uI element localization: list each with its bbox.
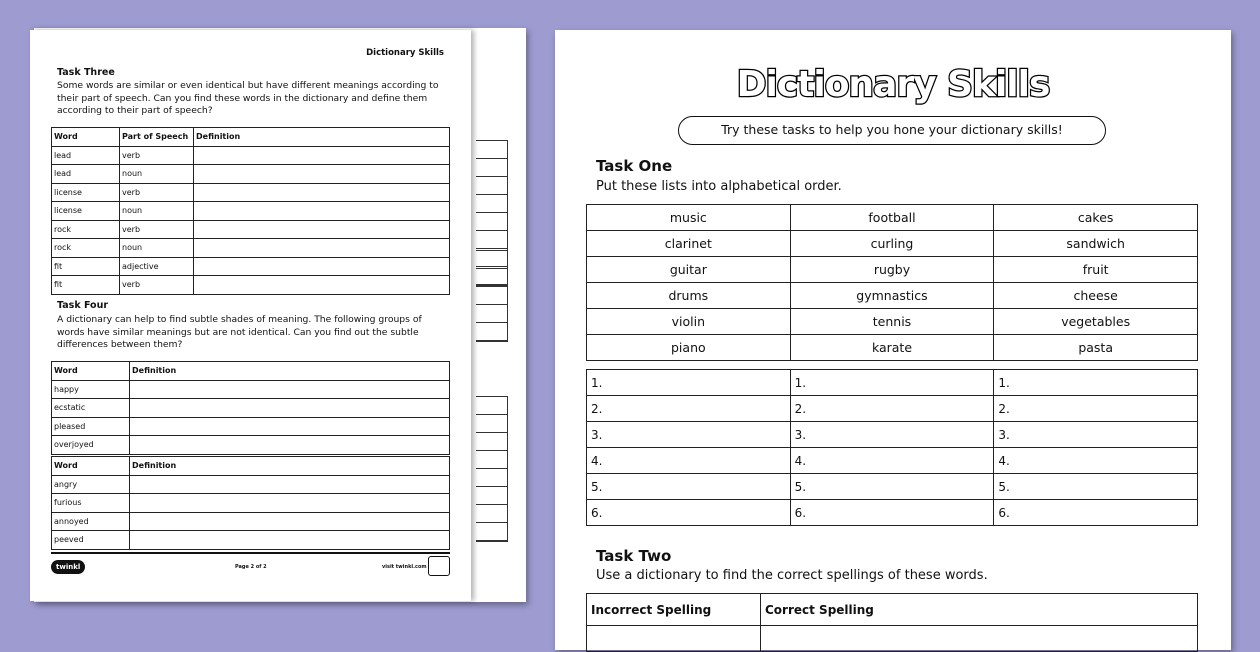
word-cell: fit bbox=[52, 257, 120, 276]
answer-table bbox=[586, 369, 1198, 526]
word-cell: furious bbox=[52, 494, 130, 513]
answer-cell: 1. bbox=[587, 370, 791, 396]
word-cell: karate bbox=[790, 335, 994, 361]
table-row bbox=[52, 512, 450, 531]
table-row bbox=[52, 362, 450, 381]
column-header: Definition bbox=[194, 128, 450, 147]
word-lists-table bbox=[586, 204, 1198, 361]
definition-cell bbox=[194, 257, 450, 276]
definition-cell bbox=[130, 380, 450, 399]
subtitle-pill: Try these tasks to help you hone your dictionary skills! bbox=[678, 116, 1106, 145]
worksheet-page-2 bbox=[30, 30, 471, 601]
column-header: Word bbox=[52, 128, 120, 147]
column-header: Definition bbox=[130, 362, 450, 381]
part-of-speech-cell: noun bbox=[120, 165, 194, 184]
table-row bbox=[52, 399, 450, 418]
table-row bbox=[52, 276, 450, 295]
answer-cell: 3. bbox=[994, 422, 1198, 448]
table-row bbox=[52, 220, 450, 239]
worksheet-title: Dictionary Skills bbox=[736, 64, 1050, 105]
word-cell: music bbox=[587, 205, 791, 231]
word-cell: vegetables bbox=[994, 309, 1198, 335]
answer-cell: 5. bbox=[994, 474, 1198, 500]
table-row bbox=[587, 448, 1198, 474]
answer-cell: 2. bbox=[587, 396, 791, 422]
task-three-text: Some words are similar or even identical but have different meanings according to their part of speech. Can you find these words in the dictionary and define them according to their part of speech? bbox=[57, 80, 439, 116]
definition-cell bbox=[194, 183, 450, 202]
table-row bbox=[52, 436, 450, 455]
table-row bbox=[52, 417, 450, 436]
task-four-title: Task Four bbox=[57, 300, 109, 311]
part-of-speech-cell: adjective bbox=[120, 257, 194, 276]
column-header: Word bbox=[52, 457, 130, 476]
definition-cell bbox=[194, 165, 450, 184]
answer-cell: 5. bbox=[790, 474, 994, 500]
definition-cell bbox=[194, 202, 450, 221]
definition-cell bbox=[130, 512, 450, 531]
table-row bbox=[587, 335, 1198, 361]
part-of-speech-cell: verb bbox=[120, 220, 194, 239]
header-incorrect: Incorrect Spelling bbox=[587, 594, 761, 626]
table-row bbox=[52, 457, 450, 476]
word-cell: cakes bbox=[994, 205, 1198, 231]
part-of-speech-cell: noun bbox=[120, 202, 194, 221]
answer-cell: 2. bbox=[994, 396, 1198, 422]
answer-cell: 6. bbox=[994, 500, 1198, 526]
answer-cell: 4. bbox=[587, 448, 791, 474]
table-row bbox=[52, 183, 450, 202]
part-of-speech-cell: verb bbox=[120, 276, 194, 295]
page-number: Page 2 of 2 bbox=[235, 564, 267, 570]
answer-cell: 5. bbox=[587, 474, 791, 500]
word-cell: ecstatic bbox=[52, 399, 130, 418]
table-row bbox=[587, 205, 1198, 231]
word-cell: curling bbox=[790, 231, 994, 257]
column-header: Definition bbox=[130, 457, 450, 476]
badge-icon bbox=[428, 556, 450, 576]
worksheet-page-1 bbox=[555, 30, 1231, 650]
answer-cell: 3. bbox=[790, 422, 994, 448]
task-one-title: Task One bbox=[596, 157, 673, 175]
answer-cell: 4. bbox=[790, 448, 994, 474]
table-row bbox=[587, 474, 1198, 500]
word-cell: violin bbox=[587, 309, 791, 335]
definition-cell bbox=[130, 475, 450, 494]
table-row bbox=[52, 531, 450, 550]
answer-cell: 1. bbox=[790, 370, 994, 396]
word-cell: rock bbox=[52, 239, 120, 258]
word-cell: fit bbox=[52, 276, 120, 295]
word-cell: overjoyed bbox=[52, 436, 130, 455]
word-cell: pleased bbox=[52, 417, 130, 436]
definition-cell bbox=[130, 436, 450, 455]
word-cell: drums bbox=[587, 283, 791, 309]
definition-cell bbox=[194, 220, 450, 239]
site-link[interactable]: visit twinkl.com bbox=[382, 564, 427, 570]
back-table bbox=[476, 250, 508, 342]
table-row bbox=[587, 231, 1198, 257]
table-row bbox=[52, 239, 450, 258]
task-two-title: Task Two bbox=[596, 547, 672, 565]
answer-cell: 2. bbox=[790, 396, 994, 422]
table-row bbox=[52, 257, 450, 276]
word-cell: license bbox=[52, 202, 120, 221]
twinkl-logo: twinkl bbox=[51, 560, 85, 574]
word-cell: football bbox=[790, 205, 994, 231]
word-cell: fruit bbox=[994, 257, 1198, 283]
answer-cell: 3. bbox=[587, 422, 791, 448]
table-row bbox=[52, 475, 450, 494]
word-cell: pasta bbox=[994, 335, 1198, 361]
word-cell: guitar bbox=[587, 257, 791, 283]
word-cell: lead bbox=[52, 146, 120, 165]
word-cell: peeved bbox=[52, 531, 130, 550]
word-cell: rock bbox=[52, 220, 120, 239]
answer-cell: 1. bbox=[994, 370, 1198, 396]
part-of-speech-cell: noun bbox=[120, 239, 194, 258]
column-header: Word bbox=[52, 362, 130, 381]
word-cell: angry bbox=[52, 475, 130, 494]
part-of-speech-cell: verb bbox=[120, 183, 194, 202]
table-row bbox=[587, 309, 1198, 335]
column-header: Part of Speech bbox=[120, 128, 194, 147]
task-four-table-2 bbox=[51, 456, 450, 550]
table-row bbox=[52, 380, 450, 399]
answer-cell: 4. bbox=[994, 448, 1198, 474]
word-cell: lead bbox=[52, 165, 120, 184]
spelling-table bbox=[586, 593, 1198, 652]
word-cell: piano bbox=[587, 335, 791, 361]
table-row bbox=[587, 422, 1198, 448]
page-header: Dictionary Skills bbox=[366, 48, 444, 58]
definition-cell bbox=[130, 531, 450, 550]
definition-cell bbox=[194, 239, 450, 258]
table-row bbox=[587, 500, 1198, 526]
table-row bbox=[587, 283, 1198, 309]
word-cell: tennis bbox=[790, 309, 994, 335]
task-four-table-1 bbox=[51, 361, 450, 455]
header-correct: Correct Spelling bbox=[761, 594, 1198, 626]
task-two-text: Use a dictionary to find the correct spellings of these words. bbox=[596, 568, 988, 583]
table-row bbox=[52, 128, 450, 147]
word-cell: annoyed bbox=[52, 512, 130, 531]
task-one-text: Put these lists into alphabetical order. bbox=[596, 179, 842, 194]
table-row bbox=[587, 370, 1198, 396]
table-row bbox=[587, 396, 1198, 422]
word-cell: clarinet bbox=[587, 231, 791, 257]
word-cell: sandwich bbox=[994, 231, 1198, 257]
word-cell: gymnastics bbox=[790, 283, 994, 309]
definition-cell bbox=[130, 399, 450, 418]
word-cell: rugby bbox=[790, 257, 994, 283]
part-of-speech-cell: verb bbox=[120, 146, 194, 165]
word-cell: license bbox=[52, 183, 120, 202]
word-cell: cheese bbox=[994, 283, 1198, 309]
table-row bbox=[52, 165, 450, 184]
definition-cell bbox=[130, 494, 450, 513]
table-row bbox=[52, 494, 450, 513]
word-cell: happy bbox=[52, 380, 130, 399]
definition-cell bbox=[194, 276, 450, 295]
table-row bbox=[587, 257, 1198, 283]
task-three-table bbox=[51, 127, 450, 295]
table-row bbox=[52, 146, 450, 165]
task-three-title: Task Three bbox=[57, 67, 115, 78]
table-row bbox=[52, 202, 450, 221]
task-four-text: A dictionary can help to find subtle shades of meaning. The following groups of words have similar meanings but are not identical. Can you find out the subtle differences between them? bbox=[57, 314, 422, 350]
answer-cell: 6. bbox=[587, 500, 791, 526]
definition-cell bbox=[194, 146, 450, 165]
definition-cell bbox=[130, 417, 450, 436]
footer-divider bbox=[51, 552, 450, 554]
answer-cell: 6. bbox=[790, 500, 994, 526]
back-table bbox=[476, 396, 508, 542]
